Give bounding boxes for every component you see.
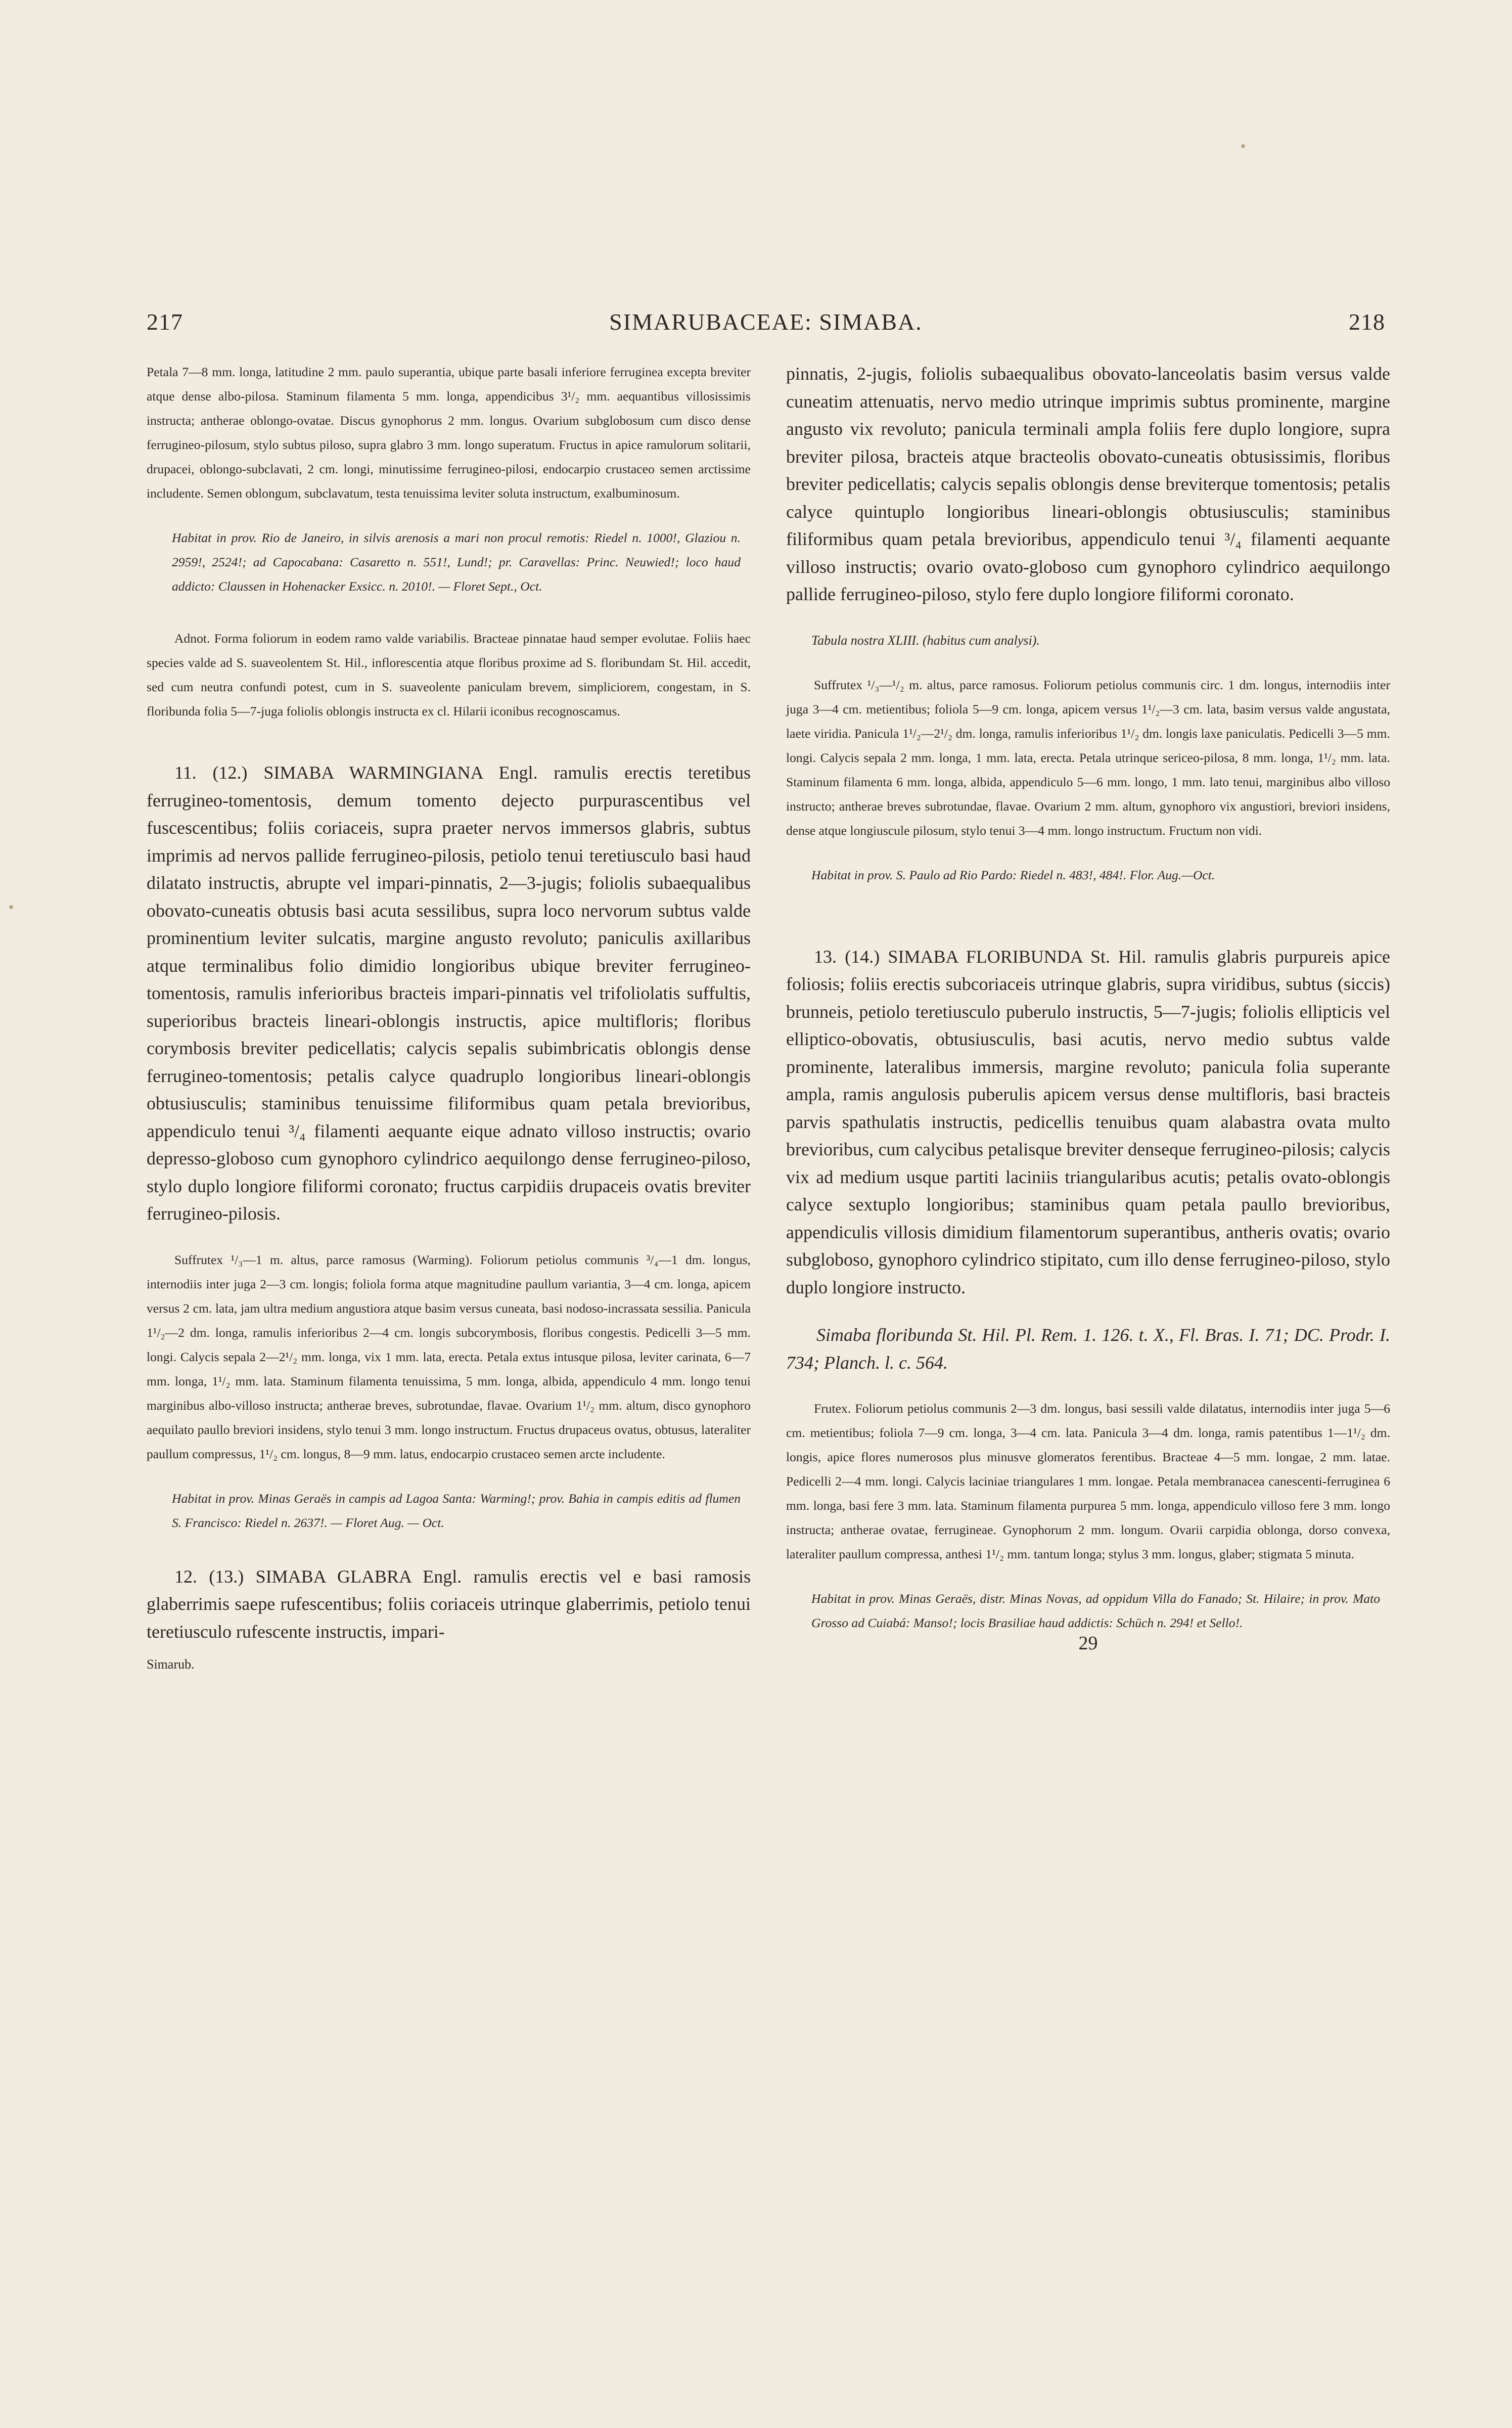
species-13-description: Frutex. Foliorum petiolus communis 2—3 dm. longus, basi sessili valde dilatatus, internodiis inter juga 5—6 cm. metientibus; foliola 7—9 cm. longa, 3—4 cm. lata. Panicula 3—4 dm. longa, ramis patentibus 1—1¹/₂ dm. longis, apice flores numerosos plus minusve glomeratos ferentibus. Bracteae 4—5 mm. longae, 2 mm. latae. Pedicelli 2—4 mm. longi. Calycis laciniae triangulares 1 mm. longae. Petala membranacea canescenti-ferruginea 6 mm. longa, basi fere 3 mm. lata. Staminum filamenta purpurea 5 mm. longa, appendiculo villoso fere 3 mm. longo instructa; antherae ovatae, ferrugineae. Gynophorum 2 mm. longum. Ovarii carpidia oblonga, dorso convexa, lateraliter paullum compressa, anthesi 1¹/₂ mm. tantum longa; stylus 3 mm. longus, glaber; stigmata 5 minuta. bbox=[786, 1401, 1390, 1561]
species-12-description: Suffrutex ¹/₃—¹/₂ m. altus, parce ramosus. Foliorum petiolus communis circ. 1 dm. longus, internodiis inter juga 3—4 cm. metientibus; foliola 5—9 cm. longa, apicem versus 1¹/₂—3 cm. lata, basim versus valde angustata, laete viridia. Panicula 1¹/₂—2¹/₂ dm. longa, ramulis inferioribus 1¹/₂ dm. longis laxe paniculatis. Pedicelli 3—5 mm. longi. Calycis sepala 2 mm. longa, 1 mm. lata, erecta. Petala utrinque sericeo-pilosa, 8 mm. longa, 1¹/₂ mm. lata. Staminum filamenta 6 mm. longa, albida, appendiculo 5—6 mm. longo, 1 mm. lato tenui, marginibus albo villoso instructo; antherae breves subrotundae, flavae. Ovarium 2 mm. altum, gynophoro vix angustiori, breviori insidens, dense atque longiuscule pilosum, stylo tenui 3—4 mm. longo instructum. Fructum non vidi. bbox=[786, 677, 1390, 838]
species-11-habitat: Habitat in prov. Minas Geraës in campis ad Lagoa Santa: Warming!; prov. Bahia in campis editis ad flumen S. Francisco: Riedel n. 2637!. — Floret Aug. — Oct. bbox=[172, 1491, 741, 1530]
running-header bbox=[147, 308, 1385, 344]
adnot-paragraph: Adnot. Forma foliorum in eodem ramo valde variabilis. Bracteae pinnatae haud semper evolutae. Foliis haec species valde ad S. suaveolentem St. Hil., inflorescentia atque floribus proxime ad S. floribundam St. Hil. accedit, sed cum neutra confundi potest, cum in S. suaveolente paniculam brevem, simpliciorem, congestam, in S. floribunda folia 5—7-juga foliolis oblongis instructa ex cl. Hilarii iconibus recognoscamus. bbox=[147, 631, 751, 718]
description-paragraph: Petala 7—8 mm. longa, latitudine 2 mm. paulo superantia, ubique parte basali inferiore ferruginea excepta breviter atque dense albo-pilosa. Staminum filamenta 5 mm. longa, appendicibus 3¹/₂ mm. aequantibus villosissimis instructa; antherae oblongo-ovatae. Discus gynophorus 2 mm. longus. Ovarium subglobosum cum disco dense ferrugineo-pilosum, stylo subtus piloso, supra glabro 3 mm. longo superatum. Fructus in apice ramulorum solitarii, drupacei, oblongo-subclavati, 2 cm. longi, minutissime ferrugineo-pilosi, endocarpio crustaceo semen arctissime includente. Semen oblongum, subclavatum, testa tenuissima leviter soluta instructum, exalbuminosum. bbox=[147, 365, 751, 501]
species-13-diagnosis: 13. (14.) SIMABA FLORIBUNDA St. Hil. ramulis glabris purpureis apice foliosis; foliis erectis subcoriaceis utrinque glabris, supra viridibus, subtus (siccis) brunneis, petiolo teretiusculo puberulo instructis, 5—7-jugis; foliolis ellipticis vel elliptico-obovatis, obtusiusculis, basi acutis, nervo medio subtus valde prominente, lateralibus immersis, margine revoluto; panicula folia superante ampla, ramis angulosis puberulis apicem versus dense multifloris, basi bracteis parvis spathulatis instructis, pedicellis tenuibus quam alabastra ovata multo brevioribus, cum calycibus petalisque breviter denseque ferrugineo-pilosis; calycis vix ad medium usque partiti laciniis triangularibus acutis; petalis ovato-oblongis calyce sextuplo longioribus; staminibus quam petala paullo brevioribus, appendiculis villosis dimidium filamentorum superantibus, antheris ovatis; ovario subgloboso, gynophoro cylindrico stipitato, cum illo dense ferrugineo-piloso, stylo duplo longiore instructo. bbox=[786, 946, 1390, 1297]
species-11-description: Suffrutex ¹/₃—1 m. altus, parce ramosus (Warming). Foliorum petiolus communis ³/₄—1 dm. longus, internodiis inter juga 2—3 cm. longis; foliola forma atque magnitudine paullum variantia, 3—4 cm. longa, apicem versus 2 cm. lata, jam ultra medium angustiora atque basim versus cuneata, basi nodoso-incrassata sessilia. Panicula 1¹/₂—2 dm. longa, ramulis inferioribus 2—4 cm. longis subcorymbosis, floribus congestis. Pedicelli 3—5 mm. longi. Calycis sepala 2—2¹/₂ mm. longa, vix 1 mm. lata, erecta. Petala extus intusque pilosa, leviter carinata, 6—7 mm. longa, 1¹/₂ mm. lata. Staminum filamenta tenuissima, 5 mm. longa, albida, appendiculo 4 mm. longo tenui marginibus albo-villoso instructa; antherae breves, subrotundae, flavae. Ovarium 1¹/₂ mm. altum, disco gynophoro aequilato paullo breviori insidens, stylo tenui 3 mm. longo instructum. Fructus drupaceus ovatus, obtusus, lateraliter paullum compressus, 1¹/₂ cm. longus, 8—9 mm. latus, endocarpio crustaceo semen arcte includente. bbox=[147, 1252, 751, 1461]
species-12-diagnosis-start: 12. (13.) SIMABA GLABRA Engl. ramulis erectis vel e basi ramosis glaberrimis saepe rufescentibus; foliis coriaceis utrinque glaberrimis, petiolo tenui teretiusculo rufescente instructis, impari- bbox=[147, 1566, 751, 1642]
page-number-right: 218 bbox=[1349, 309, 1385, 335]
page-number-bottom: 29 bbox=[1078, 1633, 1098, 1654]
species-13-habitat: Habitat in prov. Minas Geraës, distr. Minas Novas, ad oppidum Villa do Fanado; St. Hilaire; in prov. Mato Grosso ad Cuiabá: Manso!; locis Brasiliae haud addictis: Schüch n. 294! et Sello!. bbox=[811, 1591, 1380, 1630]
right-column bbox=[786, 360, 1390, 1654]
plate-reference: Tabula nostra XLIII. (habitus cum analysi). bbox=[811, 633, 1040, 648]
species-12-diagnosis-continued: pinnatis, 2-jugis, foliolis subaequalibus obovato-lanceolatis basim versus valde cuneatim attenuatis, nervo medio utrinque imprimis subtus prominente, margine angusto vix revoluto; panicula terminali ampla foliis fere duplo longiore, supra breviter pilosa, bracteis atque bracteolis obovato-cuneatis obtusissimis, floribus breviter pedicellatis; calycis sepalis oblongis dense breviterque tomentosis; petalis calyce quintuplo longioribus lineari-oblongis obtusiusculis; staminibus filiformibus quam petala brevioribus, appendiculo tenui ³/₄ filamenti aequante villoso instructis; ovario ovato-globoso cum gynophoro cylindrico aequilongo pallide ferrugineo-piloso, stylo fere duplo longiore filiformi coronato. bbox=[786, 364, 1390, 604]
running-title: SIMARUBACEAE: SIMABA. bbox=[609, 309, 923, 335]
species-13-synonymy: Simaba floribunda St. Hil. Pl. Rem. 1. 126. t. X., Fl. Bras. I. 71; DC. Prodr. I. 734; Planch. l. c. 564. bbox=[786, 1325, 1390, 1373]
species-11-diagnosis: 11. (12.) SIMABA WARMINGIANA Engl. ramulis erectis teretibus ferrugineo-tomentosis, demum tomento dejecto purpurascentibus vel fuscescentibus; foliis coriaceis, supra praeter nervos immersos glabris, subtus imprimis ad nervos pallide ferrugineo-pilosis, petiolo tenui teretiusculo basi haud dilatato instructis, abrupte vel impari-pinnatis, 2—3-jugis; foliolis subaequalibus obovato-cuneatis obtusis basi acuta sessilibus, supra loco nervorum subtus valde prominentium leviter sulcatis, margine angusto revoluto; paniculis axillaribus atque terminalibus folio dimidio longioribus ubique breviter ferrugineo-tomentosis, ramulis inferioribus bracteis impari-pinnatis vel trifoliolatis suffultis, superioribus bracteis lineari-oblongis instructis, apice multifloris; floribus corymbosis breviter pedicellatis; calycis sepalis subimbricatis oblongis dense ferrugineo-tomentosis; petalis calyce quadruplo longioribus lineari-oblongis obtusiusculis; staminibus tenuissime filiformibus quam petala brevioribus, appendiculo tenui ³/₄ filamenti aequante eique adnato villoso instructis; ovario depresso-globoso cum gynophoro cylindrico aequilongo dense ferrugineo-piloso, stylo duplo longiore filiformi coronato; fructus carpidiis drupaceis ovatis breviter ferrugineo-pilosis. bbox=[147, 762, 751, 1224]
habitat-paragraph: Habitat in prov. Rio de Janeiro, in silvis arenosis a mari non procul remotis: Riedel n. 1000!, Glaziou n. 2959!, 2524!; ad Capocabana: Casaretto n. 551!, Lund!; pr. Caravellas: Princ. Neuwied!; loco haud addicto: Claussen in Hohenacker Exsicc. n. 2010!. — Floret Sept., Oct. bbox=[172, 530, 741, 594]
page-number-left: 217 bbox=[147, 309, 183, 335]
left-column bbox=[147, 360, 751, 1677]
species-12-habitat: Habitat in prov. S. Paulo ad Rio Pardo: Riedel n. 483!, 484!. Flor. Aug.—Oct. bbox=[811, 867, 1215, 882]
paper-speck bbox=[1241, 144, 1245, 148]
paper-speck bbox=[9, 905, 13, 909]
signature-mark: Simarub. bbox=[147, 1657, 195, 1672]
